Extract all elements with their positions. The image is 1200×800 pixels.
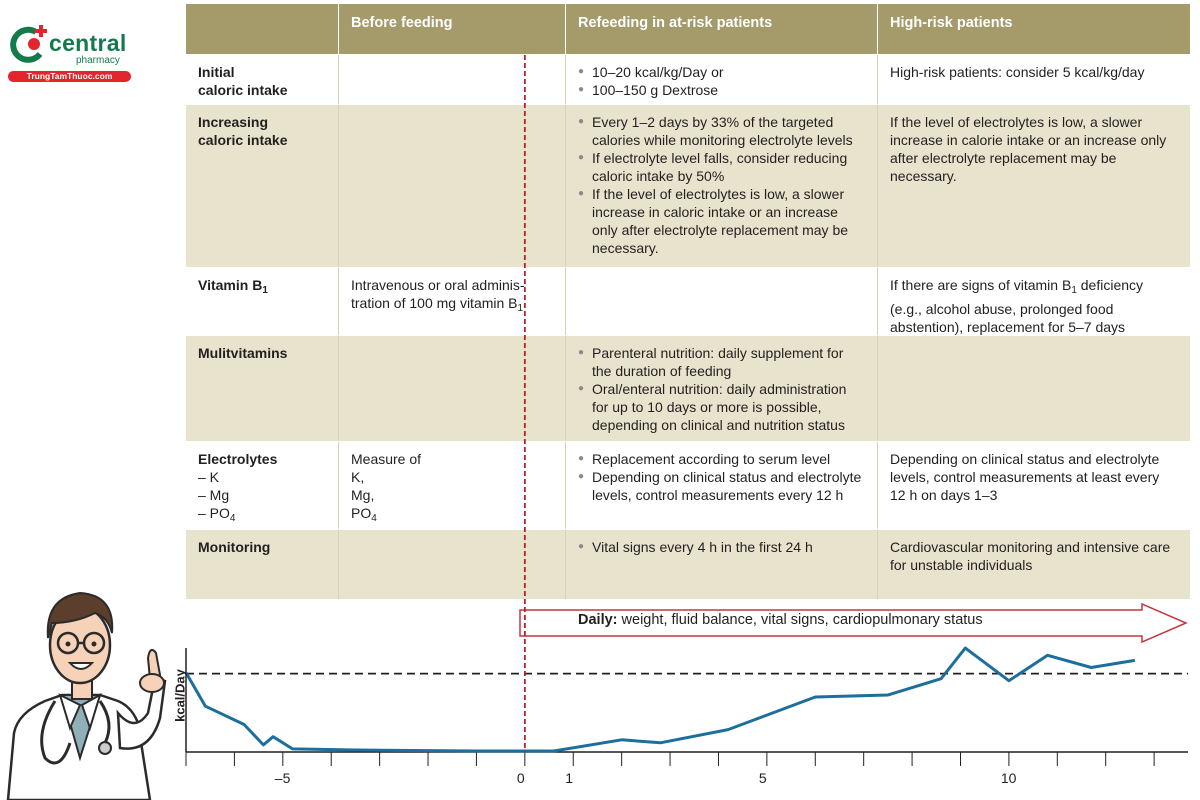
subscript: 4 — [229, 513, 236, 524]
bullet-item: ● If electrolyte level falls, consider reducing caloric intake by 50% — [578, 149, 865, 185]
x-tick-label: 10 — [1000, 770, 1017, 786]
bullet-item: ● Every 1–2 days by 33% of the targeted calories while monitoring electrolyte levels — [578, 113, 865, 149]
logo-subtitle: pharmacy — [76, 55, 120, 66]
text-part: If there are signs of vitamin B — [890, 277, 1072, 293]
subscript: 1 — [1071, 285, 1077, 296]
bullet-item: ● Replacement according to serum level — [578, 450, 865, 468]
label-line: caloric intake — [198, 132, 288, 148]
label-item: – K — [198, 469, 220, 485]
x-tick-label: 0 — [516, 770, 525, 786]
cell-high: Cardiovascular monitoring and intensive care for unstable individuals — [877, 530, 1190, 599]
text-line: PO — [351, 505, 372, 521]
bullet-item: ● Oral/enteral nutrition: daily administration for up to 10 days or more is possible, depending on clinical and nutrition status — [578, 380, 865, 434]
cell-high: High-risk patients: consider 5 kcal/kg/day — [877, 55, 1190, 104]
label-line: Increasing — [198, 114, 269, 130]
arrow-text: weight, fluid balance, vital signs, cardiopulmonary status — [617, 612, 983, 628]
label-text: Vitamin B — [198, 277, 263, 293]
x-tick-label: –5 — [274, 770, 291, 786]
bullet-item: ● 100–150 g Dextrose — [578, 81, 865, 99]
label-item: – PO — [198, 505, 230, 521]
header-refeeding: Refeeding in at-risk patients — [565, 4, 877, 54]
subscript: 1 — [262, 285, 268, 296]
header-high-risk: High-risk patients — [877, 4, 1190, 54]
calorie-series-line — [186, 648, 1135, 751]
bullet-item: ● Depending on clinical status and electrolyte levels, control measurements every 12 h — [578, 468, 865, 504]
row-label: Monitoring — [198, 539, 271, 555]
label-text: Electrolytes — [198, 451, 278, 467]
bullet-item: ● 10–20 kcal/kg/Day or — [578, 63, 865, 81]
x-tick-label: 5 — [758, 770, 767, 786]
logo-wordmark: central — [49, 30, 127, 56]
bullet-item: ● If the level of electrolytes is low, a slower increase in caloric intake or an increase only after electrolyte replacement may be necessary. — [578, 185, 865, 257]
doctor-illustration — [0, 583, 190, 800]
bullet-item: ● Vital signs every 4 h in the first 24 h — [578, 538, 865, 556]
text-part: deficiency (e.g., alcohol abuse, prolonged food abstention), replacement for 5–7 days — [890, 277, 1144, 335]
cell-high: Depending on clinical status and electrolyte levels, control measurements at least every 12 h on days 1–3 — [877, 442, 1190, 529]
text-line: K, — [351, 469, 365, 485]
text-line: Mg, — [351, 487, 375, 503]
y-axis-label: kcal/Day — [172, 669, 188, 722]
cell-high: If the level of electrolytes is low, a slower increase in calorie intake or an increase only after electrolyte replacement may be necessary. — [877, 105, 1190, 267]
label-line: Initial — [198, 64, 235, 80]
bullet-item: ● Parenteral nutrition: daily supplement for the duration of feeding — [578, 344, 865, 380]
label-line: caloric intake — [198, 82, 288, 98]
text-line: Measure of — [351, 451, 422, 467]
x-tick-label: 1 — [565, 770, 574, 786]
logo-website: TrungTamThuoc.com — [8, 71, 131, 82]
row-label: Mulitvitamins — [198, 345, 288, 361]
subscript: 1 — [517, 303, 524, 314]
subscript: 4 — [371, 513, 377, 524]
header-before-feeding: Before feeding — [338, 4, 565, 54]
label-item: – Mg — [198, 487, 230, 503]
text-line: tration of 100 mg vitamin B — [351, 295, 518, 311]
arrow-bold: Daily: — [578, 612, 618, 628]
text-line: Intravenous or oral adminis- — [351, 277, 525, 293]
